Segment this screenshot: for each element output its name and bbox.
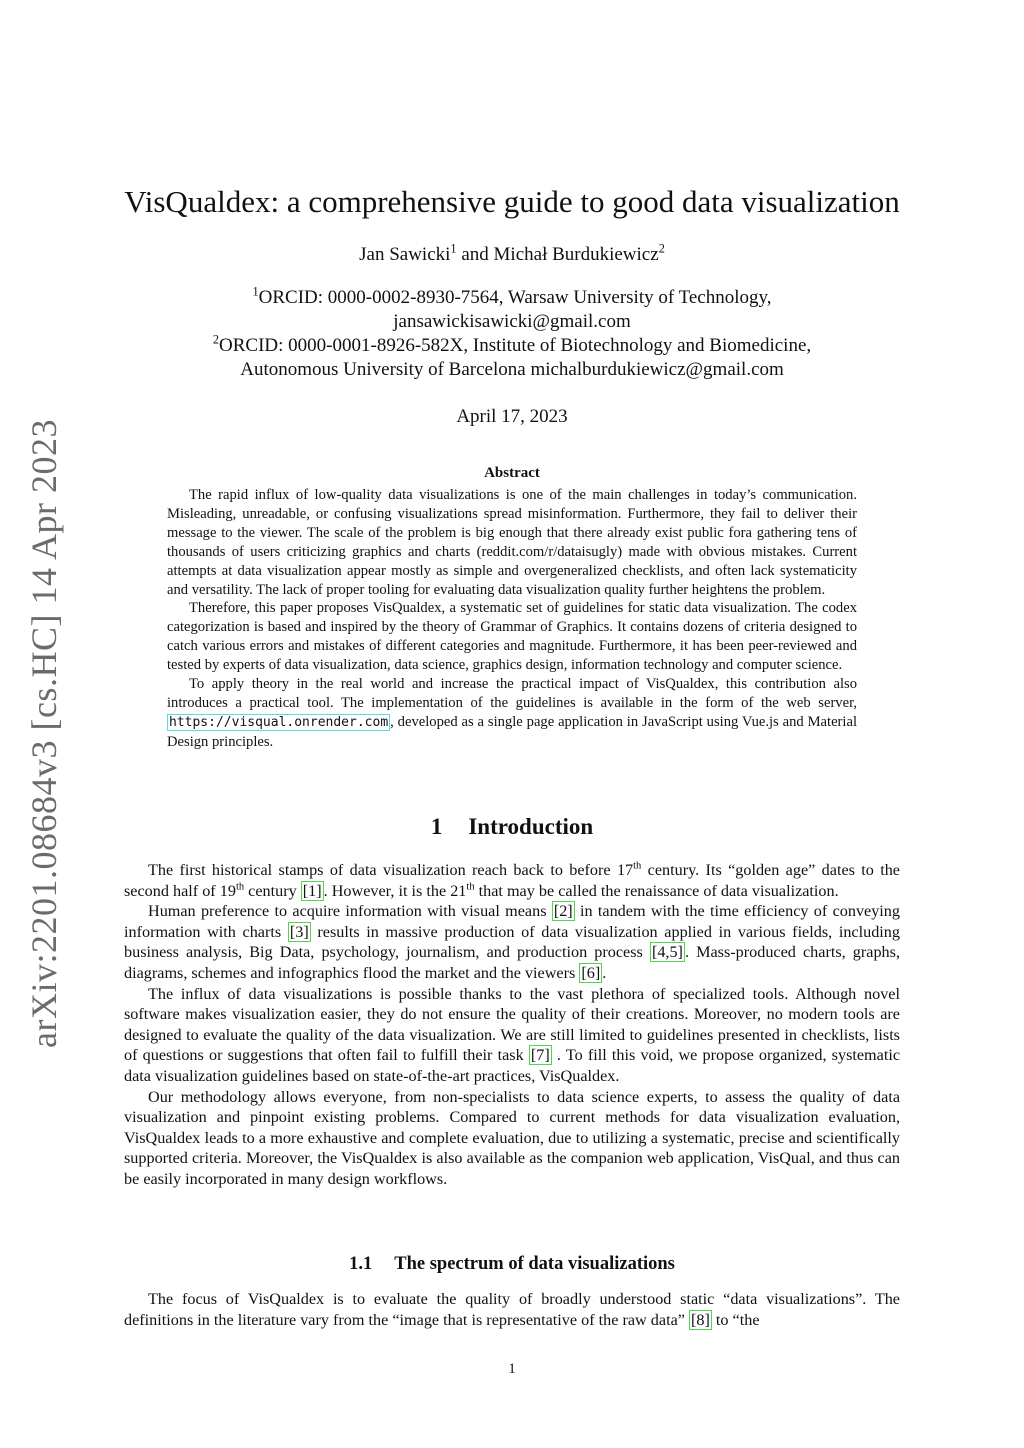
section-title: Introduction [468, 814, 594, 839]
superscript: th [235, 881, 245, 893]
abstract-paragraph-2: Therefore, this paper proposes VisQualdex, a systematic set of guidelines for static data visualization. The codex categorization is based and inspired by the theory of Grammar of Graphics. It contains dozens of criteria designed to catch various errors and mistakes of different categories and magnitude. Furthermore, it has been peer-reviewed and tested by experts of data visualization, data science, graphics design, information technology and computer science. [167, 600, 857, 674]
text-run: results in massive production of data visualization applied in various fields, including business analysis, Big Data, psychology, journalism, and production process [124, 922, 900, 962]
citation-link[interactable]: [1] [302, 881, 322, 900]
subsection-number: 1.1 [349, 1254, 373, 1274]
text-run: . However, it is the 21 [323, 881, 467, 900]
superscript: th [633, 860, 642, 872]
spectrum-body [124, 1289, 900, 1330]
affiliation-2-line-1: ORCID: 0000-0001-8926-582X, Institute of Biotechnology and Biomedicine, [219, 335, 812, 356]
text-run: . To fill this void, we propose organized, systematic data visualization guidelines based on state-of-the-art practices, VisQualdex. [124, 1046, 901, 1085]
introduction-body [124, 860, 900, 1190]
abstract-p3-text-a: To apply theory in the real world and increase the practical impact of VisQualdex, this contribution also introduces a practical tool. The implementation of the guidelines is available in the form of the web server, [167, 676, 857, 711]
subsection-title: The spectrum of data visualizations [394, 1254, 675, 1274]
author-2: Michał Burdukiewicz [493, 244, 659, 265]
text-run: The first historical stamps of data visualization reach back to before 17 [148, 861, 634, 879]
affiliation-1 [100, 286, 924, 310]
publication-date: April 17, 2023 [456, 406, 568, 427]
citation-link[interactable]: [4,5] [651, 943, 683, 962]
spectrum-paragraph-1 [124, 1289, 900, 1330]
text-run: The influx of data visualizations is possible thanks to the vast plethora of specialized tools. Although novel software makes visualization easier, they do not ensure the quality of their creations. Moreover, no modern tools are designed to evaluate the quality of the data visualization. We are still limited to guidelines presented in checklists, lists of questions or suggestions that often fail to fulfill their task [124, 984, 900, 1065]
text-run: . Mass-produced charts, graphs, diagrams, schemes and infographics flood the market and the viewers [124, 943, 900, 982]
text-run: that may be called the renaissance of data visualization. [474, 881, 839, 900]
author-list [100, 241, 924, 266]
paper-title: VisQualdex: a comprehensive guide to good data visualization [124, 184, 900, 219]
author-1: Jan Sawicki [359, 244, 451, 265]
affiliation-2-mark: 2 [212, 332, 220, 347]
intro-paragraph-4: Our methodology allows everyone, from non-specialists to data science experts, to assess the quality of data visualization and pinpoint existing problems. Compared to current methods for data visualization evaluation, VisQualdex leads to a more exhaustive and complete evaluation, due to utilizing a systematic, precise and scientifically supported criteria. Moreover, the VisQualdex is also available as the companion web application, VisQual, and thus can be easily incorporated in many design workflows. [124, 1087, 900, 1188]
citation-link[interactable]: [6] [581, 963, 601, 982]
abstract-paragraph-3 [167, 675, 857, 752]
abstract-p3-text-b: , developed as a single page application in JavaScript using Vue.js and Material Design principles. [167, 713, 857, 750]
intro-paragraph-3 [124, 984, 900, 1087]
intro-paragraph-1 [124, 860, 900, 901]
affiliation-2-line-2: Autonomous University of Barcelona michalburdukiewicz@gmail.com [240, 359, 784, 380]
citation-link[interactable]: [3] [289, 922, 309, 941]
author-2-affil-mark: 2 [658, 241, 665, 256]
web-server-link[interactable]: https://visqual.onrender.com [169, 714, 389, 730]
section-heading-introduction [100, 814, 924, 840]
citation-link[interactable]: [2] [553, 902, 573, 921]
arxiv-identifier: arXiv:2201.08684v3 [cs.HC] 14 Apr 2023 [24, 419, 64, 1048]
author-1-affil-mark: 1 [450, 241, 457, 256]
text-run: The focus of VisQualdex is to evaluate the quality of broadly understood static “data visualizations”. The definitions in the literature vary from the “image that is representative of the raw data” [124, 1290, 900, 1329]
text-run: century [244, 881, 301, 900]
authors-conjunction: and [456, 244, 494, 265]
text-run: Human preference to acquire information with visual means [148, 902, 552, 921]
text-run: in tandem with the time efficiency of conveying information with charts [124, 902, 900, 941]
affiliation-1-mark: 1 [252, 284, 259, 299]
affiliation-1-line-1: ORCID: 0000-0002-8930-7564, Warsaw University of Technology, [258, 287, 772, 308]
text-run: to “the [711, 1310, 760, 1329]
subsection-heading-spectrum [100, 1254, 924, 1275]
affiliation-2 [100, 334, 924, 358]
abstract-paragraph-1: The rapid influx of low-quality data visualizations is one of the main challenges in today’s communication. Misleading, unreadable, or confusing visualizations spread misinformation. Furthermore, they fail to deliver their message to the viewer. The scale of the problem is big enough that there already exist public fora gathering tens of thousands of users criticizing graphics and charts (reddit.com/r/dataisugly) made with obvious mistakes. Current attempts at data visualization appear mostly as simple and overgeneralized checklists, and often lack systematicity and versatility. The lack of proper tooling for evaluating data visualization quality further heightens the problem. [167, 487, 857, 598]
intro-paragraph-2 [124, 901, 900, 983]
superscript: th [466, 881, 475, 893]
page-number: 1 [508, 1361, 516, 1377]
abstract-heading: Abstract [484, 465, 540, 481]
text-run: century. Its “golden age” dates to the second half of 19 [124, 861, 900, 900]
citation-link[interactable]: [8] [691, 1310, 710, 1329]
citation-link[interactable]: [7] [530, 1046, 550, 1065]
affiliations [100, 286, 924, 382]
section-number: 1 [430, 814, 443, 839]
text-run: . [602, 963, 607, 982]
abstract-body [167, 486, 857, 752]
affiliation-1-line-2: jansawickisawicki@gmail.com [393, 311, 631, 332]
